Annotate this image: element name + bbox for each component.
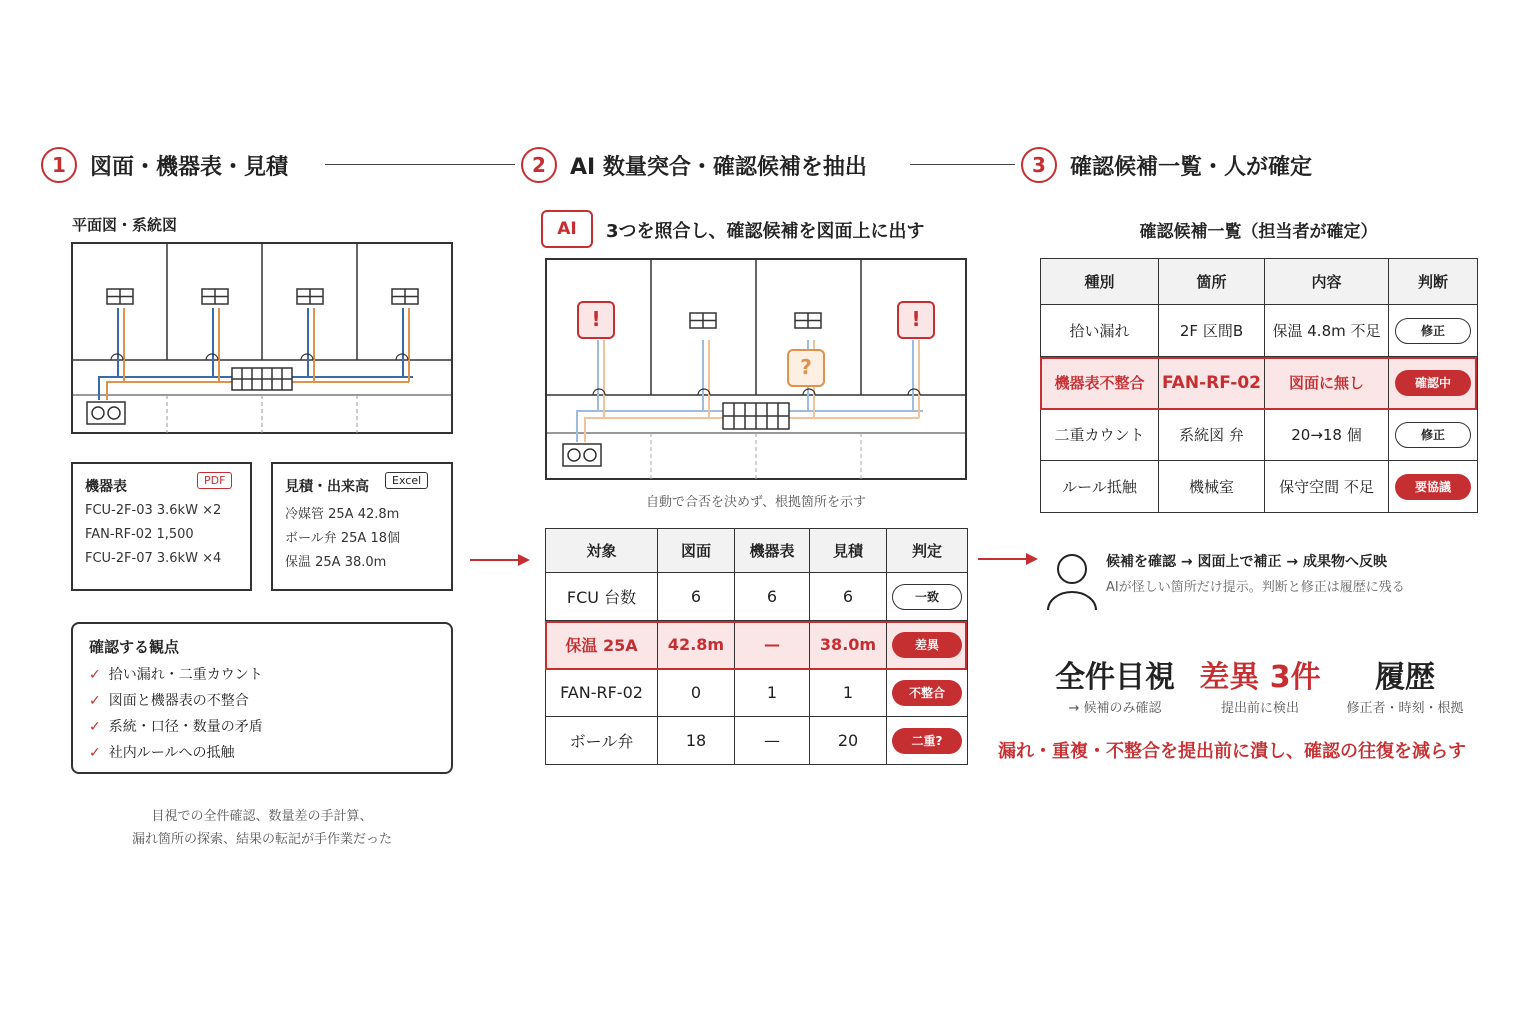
header-cell: 対象: [546, 529, 658, 573]
table-header-row: [546, 529, 968, 573]
manual-note-line-1: 目視での全件確認、数量差の手計算、: [151, 809, 373, 824]
cell-estimate: 38.0m: [810, 621, 887, 669]
estimate-line: 保温 25A 38.0m: [285, 555, 387, 570]
equipment-line: FAN-RF-02 1,500: [85, 527, 194, 542]
header-cell: 判断: [1389, 259, 1478, 305]
arrow-right-icon: [978, 549, 1040, 569]
stat-full-review: 全件目視: [1055, 660, 1175, 695]
question-mark: ?: [800, 355, 812, 379]
cell-place: 機械室: [1159, 461, 1265, 513]
alert-mark: !: [911, 307, 921, 331]
header-cell: 内容: [1265, 259, 1389, 305]
cell-estimate: 6: [810, 573, 887, 621]
table-row[interactable]: [1041, 409, 1478, 461]
header-cell: 図面: [658, 529, 735, 573]
cell-drawing: 0: [658, 669, 735, 717]
cell-drawing: 42.8m: [658, 621, 735, 669]
cell-decision: [1389, 357, 1478, 409]
cell-verdict: [887, 669, 968, 717]
cell-target: 保温 25A: [546, 621, 658, 669]
check-item: ✓ 系統・口径・数量の矛盾: [89, 719, 263, 735]
cell-type: 拾い漏れ: [1041, 305, 1159, 357]
stat-full-review-sub: → 候補のみ確認: [1068, 701, 1162, 716]
pdf-tag: PDF: [197, 472, 232, 489]
ai-headline: 3つを照合し、確認候補を図面上に出す: [606, 221, 925, 242]
header-cell: 機器表: [735, 529, 810, 573]
cell-type: ルール抵触: [1041, 461, 1159, 513]
decision-button[interactable]: 修正: [1395, 422, 1471, 448]
table-row[interactable]: [1041, 305, 1478, 357]
cell-estimate: 20: [810, 717, 887, 765]
cell-equipment: 1: [735, 669, 810, 717]
cell-content: 保守空間 不足: [1265, 461, 1389, 513]
header-cell: 種別: [1041, 259, 1159, 305]
ai-badge: AI: [541, 210, 593, 248]
table-row[interactable]: [1041, 461, 1478, 513]
check-item: ✓ 拾い漏れ・二重カウント: [89, 667, 263, 683]
candidate-list-title: 確認候補一覧（担当者が確定）: [1139, 222, 1378, 242]
cell-target: FCU 台数: [546, 573, 658, 621]
stat-history-sub: 修正者・時刻・根拠: [1346, 701, 1464, 716]
step-1-title: 図面・機器表・見積: [90, 155, 289, 180]
cell-type: 機器表不整合: [1041, 357, 1159, 409]
equipment-table-doc: [71, 462, 252, 591]
verdict-badge: 一致: [892, 584, 962, 610]
cell-content: 図面に無し: [1265, 357, 1389, 409]
step-1-number: 1: [41, 147, 77, 183]
cell-type: 二重カウント: [1041, 409, 1159, 461]
verdict-badge: 不整合: [892, 680, 962, 706]
stat-differences: 差異 3件: [1199, 660, 1321, 695]
decision-button[interactable]: 確認中: [1395, 370, 1471, 396]
check-icon: ✓: [89, 693, 101, 709]
cell-verdict: [887, 573, 968, 621]
header-cell: 見積: [810, 529, 887, 573]
decision-button[interactable]: 修正: [1395, 318, 1471, 344]
table-row: [546, 621, 968, 669]
step-2-title: AI 数量突合・確認候補を抽出: [570, 155, 867, 180]
header-cell: 箇所: [1159, 259, 1265, 305]
cell-equipment: —: [735, 621, 810, 669]
verdict-badge: 二重?: [892, 728, 962, 754]
cell-place: 2F 区間B: [1159, 305, 1265, 357]
plan-label: 平面図・系統図: [72, 216, 178, 234]
ai-caption: 自動で合否を決めず、根拠箇所を示す: [646, 495, 866, 510]
cell-content: 20→18 個: [1265, 409, 1389, 461]
cell-place: 系統図 弁: [1159, 409, 1265, 461]
table-row: [546, 669, 968, 717]
cell-verdict: [887, 621, 968, 669]
decision-button[interactable]: 要協議: [1395, 474, 1471, 500]
step-2-number: 2: [521, 147, 557, 183]
stat-history: 履歴: [1375, 660, 1435, 695]
cell-equipment: —: [735, 717, 810, 765]
header-cell: 判定: [887, 529, 968, 573]
person-icon: [1045, 552, 1099, 614]
tagline: 漏れ・重複・不整合を提出前に潰し、確認の往復を減らす: [998, 741, 1466, 762]
annotated-floor-plan: [545, 258, 967, 480]
check-icon: ✓: [89, 745, 101, 761]
check-points-title: 確認する観点: [89, 638, 180, 656]
estimate-line: ボール弁 25A 18個: [285, 531, 400, 546]
cell-place: FAN-RF-02: [1159, 357, 1265, 409]
floor-plan-diagram: [71, 242, 453, 434]
cell-drawing: 6: [658, 573, 735, 621]
table-row[interactable]: [1041, 357, 1478, 409]
cell-target: ボール弁: [546, 717, 658, 765]
cell-decision: [1389, 305, 1478, 357]
check-points-box: [71, 622, 453, 774]
equipment-doc-title: 機器表: [85, 479, 127, 495]
check-item: ✓ 社内ルールへの抵触: [89, 745, 235, 761]
estimate-doc-title: 見積・出来高: [285, 479, 369, 495]
estimate-doc: [271, 462, 453, 591]
check-icon: ✓: [89, 719, 101, 735]
verdict-badge: 差異: [892, 632, 962, 658]
arrow-right-icon: [470, 550, 532, 570]
equipment-line: FCU-2F-03 3.6kW ×2: [85, 503, 222, 518]
connector-line-1: [325, 164, 515, 165]
manual-note-line-2: 漏れ箇所の探索、結果の転記が手作業だった: [131, 832, 392, 847]
cell-drawing: 18: [658, 717, 735, 765]
table-row: [546, 573, 968, 621]
candidate-table: [1040, 258, 1478, 513]
cell-decision: [1389, 409, 1478, 461]
table-header-row: [1041, 259, 1478, 305]
table-row: [546, 717, 968, 765]
stat-differences-sub: 提出前に検出: [1220, 701, 1299, 716]
comparison-table: [545, 528, 968, 765]
review-flow-note: AIが怪しい箇所だけ提示。判断と修正は履歴に残る: [1106, 580, 1405, 595]
check-item: ✓ 図面と機器表の不整合: [89, 693, 249, 709]
connector-line-2: [910, 164, 1015, 165]
step-3-number: 3: [1021, 147, 1057, 183]
check-icon: ✓: [89, 667, 101, 683]
cell-content: 保温 4.8m 不足: [1265, 305, 1389, 357]
excel-tag: Excel: [385, 472, 428, 489]
cell-estimate: 1: [810, 669, 887, 717]
cell-decision: [1389, 461, 1478, 513]
cell-verdict: [887, 717, 968, 765]
alert-mark: !: [591, 307, 601, 331]
review-flow: 候補を確認 → 図面上で補正 → 成果物へ反映: [1106, 554, 1387, 570]
equipment-line: FCU-2F-07 3.6kW ×4: [85, 551, 222, 566]
estimate-line: 冷媒管 25A 42.8m: [285, 507, 400, 522]
cell-target: FAN-RF-02: [546, 669, 658, 717]
cell-equipment: 6: [735, 573, 810, 621]
step-3-title: 確認候補一覧・人が確定: [1070, 155, 1313, 180]
